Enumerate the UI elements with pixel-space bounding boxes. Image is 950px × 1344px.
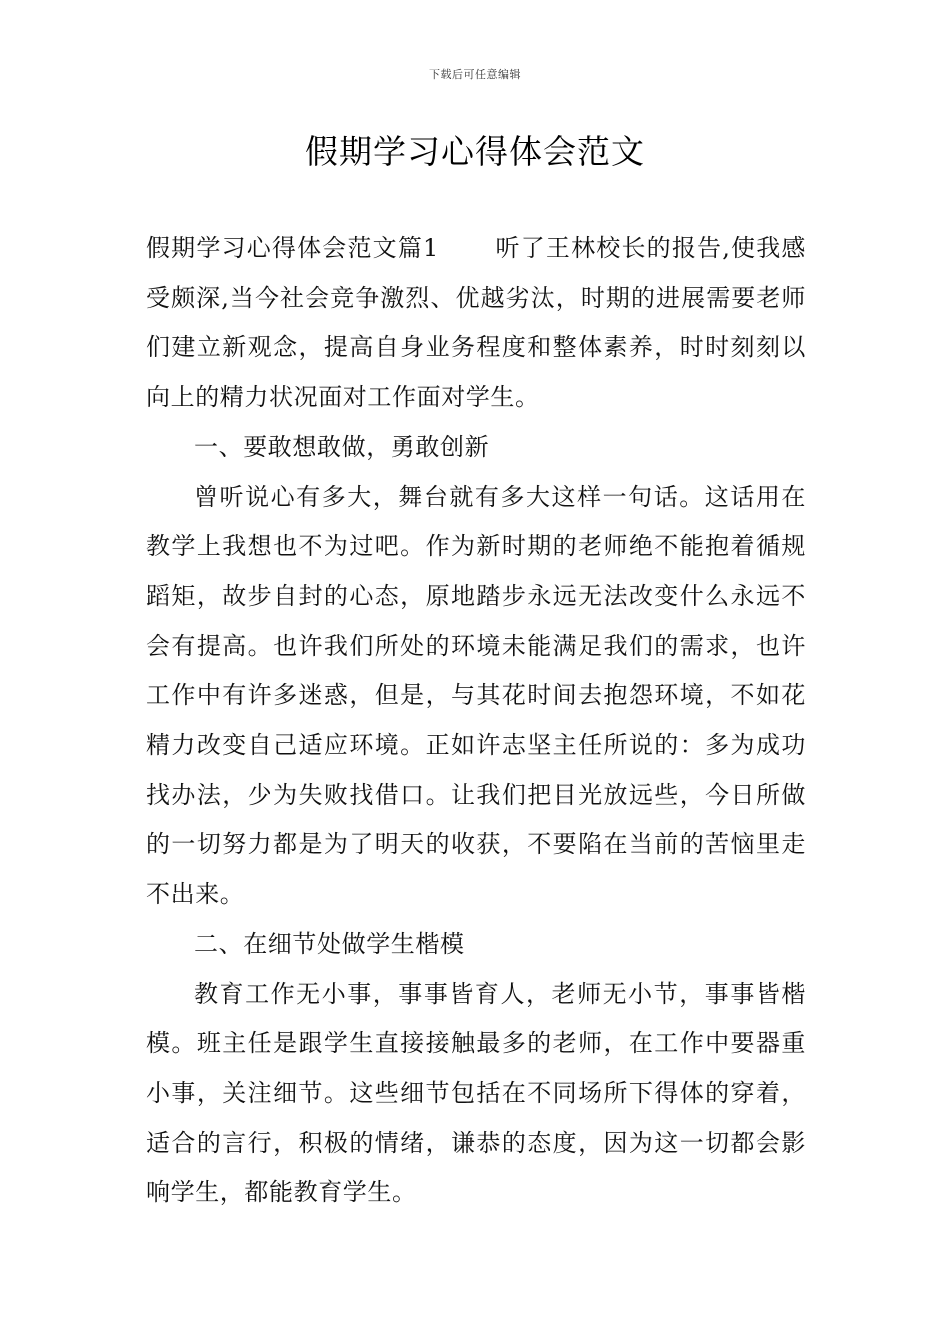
intro-text: 听了王林校长的报告,使我感受颇深,当今社会竞争激烈、优越劣汰，时期的进展需要老师们建立新观念，提高自身业务程度和整体素养，时时刻刻以向上的精力状况面对工作面对学生。 (146, 234, 806, 412)
section-paragraph-1: 曾听说心有多大，舞台就有多大这样一句话。这话用在教学上我想也不为过吧。作为新时期的老师绝不能抱着循规蹈矩，故步自封的心态，原地踏步永远无法改变什么永远不会有提高。也许我们所处的环境未能满足我们的需求，也许工作中有许多迷惑，但是，与其花时间去抱怨环境，不如花精力改变自己适应环境。正如许志坚主任所说的：多为成功找办法，少为失败找借口。让我们把目光放远些，今日所做的一切努力都是为了明天的收获，不要陷在当前的苦恼里走不出来。 (146, 482, 806, 909)
document-body (146, 224, 806, 1218)
section-heading-1: 一、要敢想敢做，勇敢创新 (194, 432, 490, 461)
section-paragraph-2: 教育工作无小事，事事皆育人，老师无小节，事事皆楷模。班主任是跟学生直接接触最多的老师，在工作中要器重小事，关注细节。这些细节包括在不同场所下得体的穿着，适合的言行，积极的情绪，谦恭的态度，因为这一切都会影响学生，都能教育学生。 (146, 979, 806, 1207)
section-heading-2: 二、在细节处做学生楷模 (194, 929, 465, 958)
intro-paragraph (146, 224, 806, 423)
intro-label: 假期学习心得体会范文篇1 (146, 234, 439, 262)
header-note: 下载后可任意编辑 (429, 68, 521, 81)
document-title: 假期学习心得体会范文 (305, 132, 645, 171)
